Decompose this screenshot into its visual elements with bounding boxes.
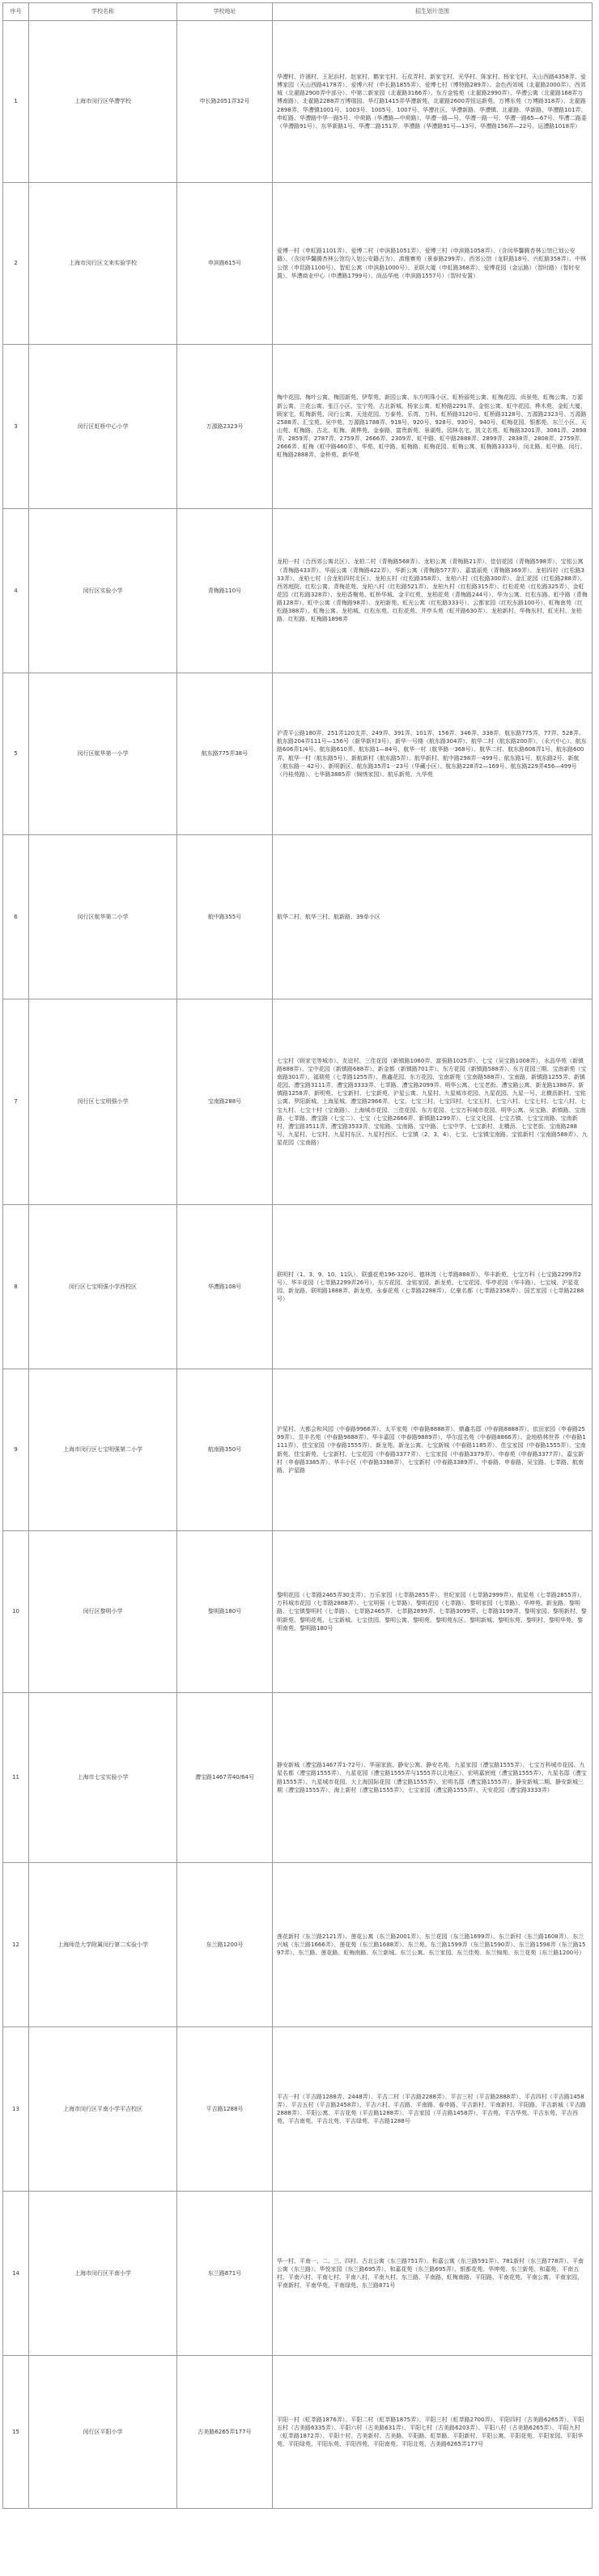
row-enrollment-scope-cell: 航华二村、航华三村、航新路、39单小区 [273,835,593,999]
table-row [3,345,593,509]
row-enrollment-scope-cell: 梅中花园、梅叶公寓、梅园新苑、伊犁苑、新园公寓、东方明珠小区、虹桥丽苑公寓、虹梅花园、尚景苑、虹梅公寓、万源新公寓、兰花公寓、张江小区、宝宁苑、古北新城、杨家公寓、虹桥路2291弄、金铭公寓、虹中花园、桦木苑、金虹大厦、顾家宅、虹梅新苑、闵行公寓、天池花园、万泰苑、乐湾、万科、虹桥路3120号、虹桥路3128号、万源路2323号、万源路2588弄、汇宝苑、吴中苑、万源路1788弄、918号、920号、928号、930号、940号、虹梅花园、银都苑、东兰小区、天山苑、虹梅路、古北、虹梅、黄桦苑、金泰路、富贵新苑、景湖苑、园林名宅、凯文名苑、虹梅路3201弄、3081弄、2898弄、2859弄、2787弄、2759弄、2666弄、2309弄、虹中路、虹中路2888弄、2899弄、2838弄、2808弄、2759弄、2666弄、虹梅（虹中路460弄）、华苑、虹中路、虹梅路、虹梅花园、虹梅公寓、虹梅路3333号、闵北路、虹中路、闵行、虹梅路2888弄、金桥苑、新华苑 [273,345,593,509]
row-seq-cell: 1 [3,21,29,183]
row-school-address-cell: 申滨路615号 [177,183,273,345]
row-school-address-cell: 宝南路288号 [177,999,273,1205]
row-seq-cell: 5 [3,673,29,835]
row-seq-cell: 4 [3,509,29,673]
table-row [3,2356,593,2509]
row-seq-cell: 12 [3,1863,29,2027]
table-row [3,999,593,1205]
row-enrollment-scope-cell: 联明村（1、3、9、10、11队）、联盛花苑196-320号、德林湾（七莘路888弄）、华丰新苑、七宝万科（七宝路2299弄2号）、华丰花园（七莘路2299弄26号）、东方花园、金铭家园、新龙苑、七宝花园、华亭花园（华丰路）、七宝城、沪星花园、新龙路、联明路1888弄、新龙苑、永泰花苑（七莘路2288弄）、亿豪名都（七莘路2358弄）、国艺家园（七莘路2288号） [273,1205,593,1369]
row-school-name-cell: 闵行区七宝明强小学 [29,999,177,1205]
row-school-name-cell: 上海市闵行区平南小学 [29,2192,177,2356]
row-school-address-cell: 航中路355号 [177,835,273,999]
table-row [3,835,593,999]
table-row [3,1693,593,1863]
row-enrollment-scope-cell: 平吉一村（平吉路1288弄、2448弄）、平吉二村（平吉路2288弄）、平吉三村（平吉路2888弄）、平吉四村（平吉路1458弄）、平吉五村（平吉路2458弄）、平吉六村、平吉路、平南路、春申路、平吉新村、平南新村、平阳路、平吉新城（平吉路2888弄）、平阳公寓、平吉花苑（平吉路1288弄）、平吉家园（平吉路1458弄）、平吉苑、平吉华苑、平吉东苑、平吉西苑、平吉南苑、平吉北苑、平吉绿苑、平吉路1288号 [273,2027,593,2192]
row-enrollment-scope-cell: 莲花新村（东兰路2121弄）、莲花公寓（东兰路2001弄）、东兰花园（东兰路1699弄）、东兰新村（东兰路1608弄）、东兰兴城（东兰路1666弄）、莲花苑（东兰路1688弄）、东兰苑、东兰路1599弄（东兰路1590弄）、东兰路1598弄（东兰路1597弄）、东兰路、莲花路、虹梅南路、东兰新城、东兰公寓、东兰家园、东兰佳苑、东兰锦苑、东兰花苑（东兰路1200号） [273,1863,593,2027]
row-school-address-cell: 东兰路1200号 [177,1863,273,2027]
row-enrollment-scope-cell: 爱博一村（申虹路1101弄）、爱博二村（申滨路1051弄）、爱博三村（申滨路1058弄）、（含闵华馨腾杏林公馆已划公安籍）、（含闵华馨腾杏林公馆均入划公安籍占为）、滇雅寨苑（景泰路299弄）、西郊公馆（龙联路18号、兴虹路358弄）、中林公馆（申昆路1100号）、智虹公寓（申滨路1000号）、亚联大厦（申虹路368弄）、爱博花园（金运路）（智时路）（智时安置）、华漕商业中心（申漕路1799号）、尚品华庭（申滨路1557号）（智时安置） [273,183,593,345]
row-seq-cell: 9 [3,1369,29,1531]
row-school-address-cell: 平吉路1288号 [177,2027,273,2192]
row-seq-cell: 2 [3,183,29,345]
row-school-name-cell: 闵行区黎明小学 [29,1531,177,1693]
row-school-address-cell: 漕宝路1467弄40/64号 [177,1693,273,1863]
table-row [3,1369,593,1531]
row-enrollment-scope-cell: 龙柏一村（合西郊公寓北区）、龙柏二村（青梅路568弄）、龙柏公寓（青梅路21弄）、佳信花园（青梅路598弄）、宝铭公寓（青梅路433弄）、华丽公寓（青梅路422弄）、华新公寓（青梅路577弄）、嘉富丽苑（青梅路369弄）、龙柏四村（红松路333弄）、龙柏七村（含龙柏四村北区）、龙柏五村（红松路358弄）、龙柏六村（红松路300弄）、金汇花园（红松路288弄）、西郊庭院、红松公寓、青梅花苑、龙柏八村（红松路521弄）、龙柏九村（红松路315弄）、红松花苑（红松路325弄）、金虹花园（红松路328弄）、龙柏香榭苑、虹桥华城、金平红苑、龙柏花苑（青梅路244号）、华为公寓、红松东路、虹中路（青梅路128弄）、虹中公寓（青梅路98弄）、龙柏新苑、虹光公寓（红松路333号）、云都家园（红松东路100号）、虹梅南苑（红松路388弄）、虹梅公寓、龙柏城、红松东苑、红松花苑、井亭头苑（虹井路630弄）、龙柏新村、华梅东村、虹光村、龙柏路、红松路、虹梅路1898弄 [273,509,593,673]
row-seq-cell: 3 [3,345,29,509]
row-school-address-cell: 华漕路108号 [177,1205,273,1369]
row-school-name-cell: 上海市闵行区文来实验学校 [29,183,177,345]
row-school-name-cell: 闵行区虹桥中心小学 [29,345,177,509]
row-school-name-cell: 闵行区航华第一小学 [29,673,177,835]
header-school-name: 学校名称 [29,3,177,21]
row-school-name-cell: 上海市闵行区平南小学平吉校区 [29,2027,177,2192]
row-school-name-cell: 闵行区航华第二小学 [29,835,177,999]
row-enrollment-scope-cell: 沪青平公路180弄、251弄120支弄、249弄、391弄、101弄、156弄、346弄、338弄、航东路775弄、77弄、528弄、航东路204弄111号—156号（新华新村3号）、新华一号楼（航东路304弄）、航华二村（航东路200弄）、（永兴中心）、航东路606弄1/4号、航东路610弄、航东路1—84号、航华一村（航华路一368号）、航华二村、航东路606弄1号、航东路600弄、航华一村（航东路5号）、新航新村（航东路5弄）、航华新村、航中路298弄一499号、航东路1号、航东路2号、新航（航东路一 42号）、新明新区、航东路35弄1一23号（华藏小区）、航东路228弄2—169号、航东路229弄456—499号（丹桂苑路）、七华路3885弄（锦绣家园）、航乐新苑、九华苑 [273,673,593,835]
row-seq-cell: 8 [3,1205,29,1369]
row-school-address-cell: 东兰路871号 [177,2192,273,2356]
header-enrollment-scope: 招生划片范围 [273,3,593,21]
row-school-address-cell: 万源路2323号 [177,345,273,509]
row-enrollment-scope-cell: 七宝村（顾家宅等城市）、友谊村、三佳花园（新镇路1060弄、富强路1025弄）、七宝（吴宝路1008弄）、水晶华苑（新镇路888弄）、宝中花园（新镇路688弄）、新金都（新镇路701弄）、东方花园（新镇路588弄）、东方花园三期、宝南新苑（宝南路301弄）、福瑞苑（七莘路1255弄）、鼎鑫花园、东方花园、宝南新苑（宝南路588弄）、宝南路、新镇路1255弄、新镇花园、漕宝路3111弄、漕宝路3333弄、七莘路、漕宝路2099弄、明华公寓、七宝老街、漕宝路公寓、新龙路1388弄、新镇路1258弄、新明苑、七宝新村、七宝新苑、沪星公寓、九星村、九星城市花园、九星花园、九星一号、北横沥新村、宝铭公寓、罗阳新城、上海星城、漕宝路2966弄、七宝、七宝三村、七宝四村、七宝五村、七宝六村、七宝七村、七宝八村、七宝九村、七宝十村（宝南路）、上海城市花园、三佳花园、东方花园、七宝万科城市花园、明华公寓、吴宝路、新镇路、宝南路、七莘路、漕宝路（七宝二）、七宝（七宝路2666弄、新镇路1299弄）、七宝文化园、七宝古镇、七宝宝南路、宝南新村、漕宝路3511弄、漕宝路3533弄、宝铭路、宝南路、宝中路、七宝中学、七宝新村、北横沥、七宝老街、宝南路288号、九星村、七宝村、九星村东区、九星村西区、七宝镇（2、3、4）、七宝、七宝镇宝南路、宝铭新村（宝南路588弄）、九星花园（宝南路） [273,999,593,1205]
table-row [3,1205,593,1369]
row-seq-cell: 10 [3,1531,29,1693]
table-row [3,183,593,345]
row-school-name-cell: 闵行区实验小学 [29,509,177,673]
table-row [3,1863,593,2027]
row-school-address-cell: 申长路2051弄32号 [177,21,273,183]
row-seq-cell: 15 [3,2356,29,2509]
row-school-address-cell: 航东路775弄38号 [177,673,273,835]
row-seq-cell: 14 [3,2192,29,2356]
enrollment-table [2,2,593,2509]
row-enrollment-scope-cell: 静安新城（漕宝路1467弄1-72号）、华丽家族、静安公寓、静安名苑、九星家园（漕宝路1555弄）、七宝万科城市花园、九星名都（漕宝路1555弄）、九星花园（漕宝路1555弄与1555弄以北地区）、宏明嘉宸庭（漕宝路1555弄）、九星名邸（漕宝路1555弄）、九星城市花园、大上海国际花园（漕宝路1555弄）、宏明名邸（漕宝路1555弄）、静安新城二期、静安新城三期（漕宝路1555弄）、海上新村（漕宝路1555弄）、七宝家园（漕宝路1555弄）、天安花园（漕宝路3333弄） [273,1693,593,1863]
row-enrollment-scope-cell: 沪星村、大都会和风园（中春路9966弄）、太平家苑（申春路8888弄）、鼎鑫名邸（中春路8888弄）、依田家园（申春路2599弄）、昱丰名苑（中春路9888弄）、华丰嘉园（申春路9889弄）、华尔兹名苑（中春路8866弄）、金地格林世界（中春路1111弄）、佳宝家园（中春路1555弄）、新龙苑、新龙公寓、七宝新城（中春路1185弄）、佳宝家园（中春路1555弄）、宝南新苑、佳宝新苑、七宝新村、七宝花园（中春路3377弄）、七宝家园（中春路3379弄）、申春苑（申春路3377弄）、嘉宝新村（申春路3385弄）、华丰小区（中春路3388弄）、七宝新村（中春路3389弄）、中春路、申春路、吴宝路、七莘路、航南路、沪星路 [273,1369,593,1531]
row-enrollment-scope-cell: 华漕村、许浦村、王泥浜村、赵家村、鹅家宅村、石皮弄村、新家宅村、光华村、陈家村、杨家宅村、天山西路4358弄、爱博家园（天山西路4178弄）、爱博六村（申长路1855弄）、爱博七村（博特路289弄）、金色西郊城（北翟路2000弄）、西郊城（北翟路2900弄中部分）、中第二新家园（北翟路3166弄）、东方金铭苑（北翟路2990弄）、华漕公寓（北翟路168弄万博南路）、北翟路2288弄万博瑞园、华灯路1415弄华漕新苑、北翟路2600弄恒运新苑、万博东苑（万博路318弄）、北翟路2898弄、华漕镇1001号、1003号、1005号、1007号、华漕社区、华漕新路、华漕镇、北翟路、华新路、华漕路101弄、申虹路、华漕路中华一路5号、中荷路（华漕路—中荷路）、华漕一路—号、华漕一路一号、华漕一路65—67号、华漕二路委（华漕路91号）、东华新路1号、华漕二路151弄、华漕路（华漕路91号—13号、华漕路156弄—22号、运漕路1018弄） [273,21,593,183]
row-school-name-cell: 上海市七宝实验小学 [29,1693,177,1863]
header-school-address: 学校地址 [177,3,273,21]
row-enrollment-scope-cell: 华一村、平南一、二、三、四村、古北公寓（东兰路751弄）、和嘉公寓（东兰路591弄）、781新村（东兰路778弄）、平南公寓（东兰路）、华悦家园（东兰路695弄）、和嘉花苑（东兰路695弄）、银都花苑、华坤苑、东兰新苑、和嘉苑、平南五村、平南六村、平南七村、平南八村、平南九村、东兰路、平南路、虹梅南路、平阳路、平南花苑、平南公寓、平南家园、平南新村、平南华苑、平南绿苑、东兰路871号 [273,2192,593,2356]
row-seq-cell: 13 [3,2027,29,2192]
row-school-address-cell: 航南路350号 [177,1369,273,1531]
row-school-address-cell: 黎明路180号 [177,1531,273,1693]
row-school-name-cell: 闵行区平阳小学 [29,2356,177,2509]
row-school-name-cell: 上海师范大学附属闵行第二实验小学 [29,1863,177,2027]
header-row [3,3,593,21]
table-row [3,673,593,835]
table-row [3,21,593,183]
row-enrollment-scope-cell: 平阳一村（虹莘路1876弄）、平阳二村（虹莘路1875弄）、平阳三村（虹莘路2700弄）、平阳四村（古美路6265弄）、平阳五村（古美路6335弄）、平阳六村（古美路631弄）、平阳七村（古美路6203弄）、平阳八村（古美路6265弄）、平阳九村（虹莘路1872弄）、平阳十村、古美新村、古美路、平阳路、虹莘路、平阳新村、平阳公寓、平阳花苑、平阳家园、平阳华苑、平阳绿苑、平阳东苑、平阳西苑、平阳南苑、平阳北苑、古美路6265弄177号 [273,2356,593,2509]
row-seq-cell: 6 [3,835,29,999]
row-school-name-cell: 上海市闵行区七宝明强第二小学 [29,1369,177,1531]
row-seq-cell: 7 [3,999,29,1205]
row-school-address-cell: 古美路6265弄177号 [177,2356,273,2509]
table-row [3,509,593,673]
row-enrollment-scope-cell: 黎明花园（七莘路2465弄30支弄）、万乐家园（七莘路2855弄）、世纪家园（七莘路2999弄）、航星苑（七莘路2855弄）、万科城市花园（七莘路2888弄）、七宝明强（七莘路）、黎明花园（七莘路）、黎明家园（七莘路）、华坤苑、新龙路、黎明路、七宝镇黎明村（七莘路）、七莘路2465弄、七莘路2899弄、七莘路3099弄、七莘路3199弄、黎明家园、黎明新村、黎明新苑、黎明花苑、七宝新城、七宝佳园、黎明公寓、黎明苑、黎明苑东区、黎明新城、黎明东苑、黎明村、黎明华苑、黎明南苑、黎明路180号 [273,1531,593,1693]
row-school-name-cell: 上海市闵行区华漕学校 [29,21,177,183]
table-row [3,2192,593,2356]
table-row [3,1531,593,1693]
header-seq: 序号 [3,3,29,21]
row-school-address-cell: 青梅路110号 [177,509,273,673]
row-school-name-cell: 闵行区七宝明强小学西校区 [29,1205,177,1369]
table-row [3,2027,593,2192]
row-seq-cell: 11 [3,1693,29,1863]
